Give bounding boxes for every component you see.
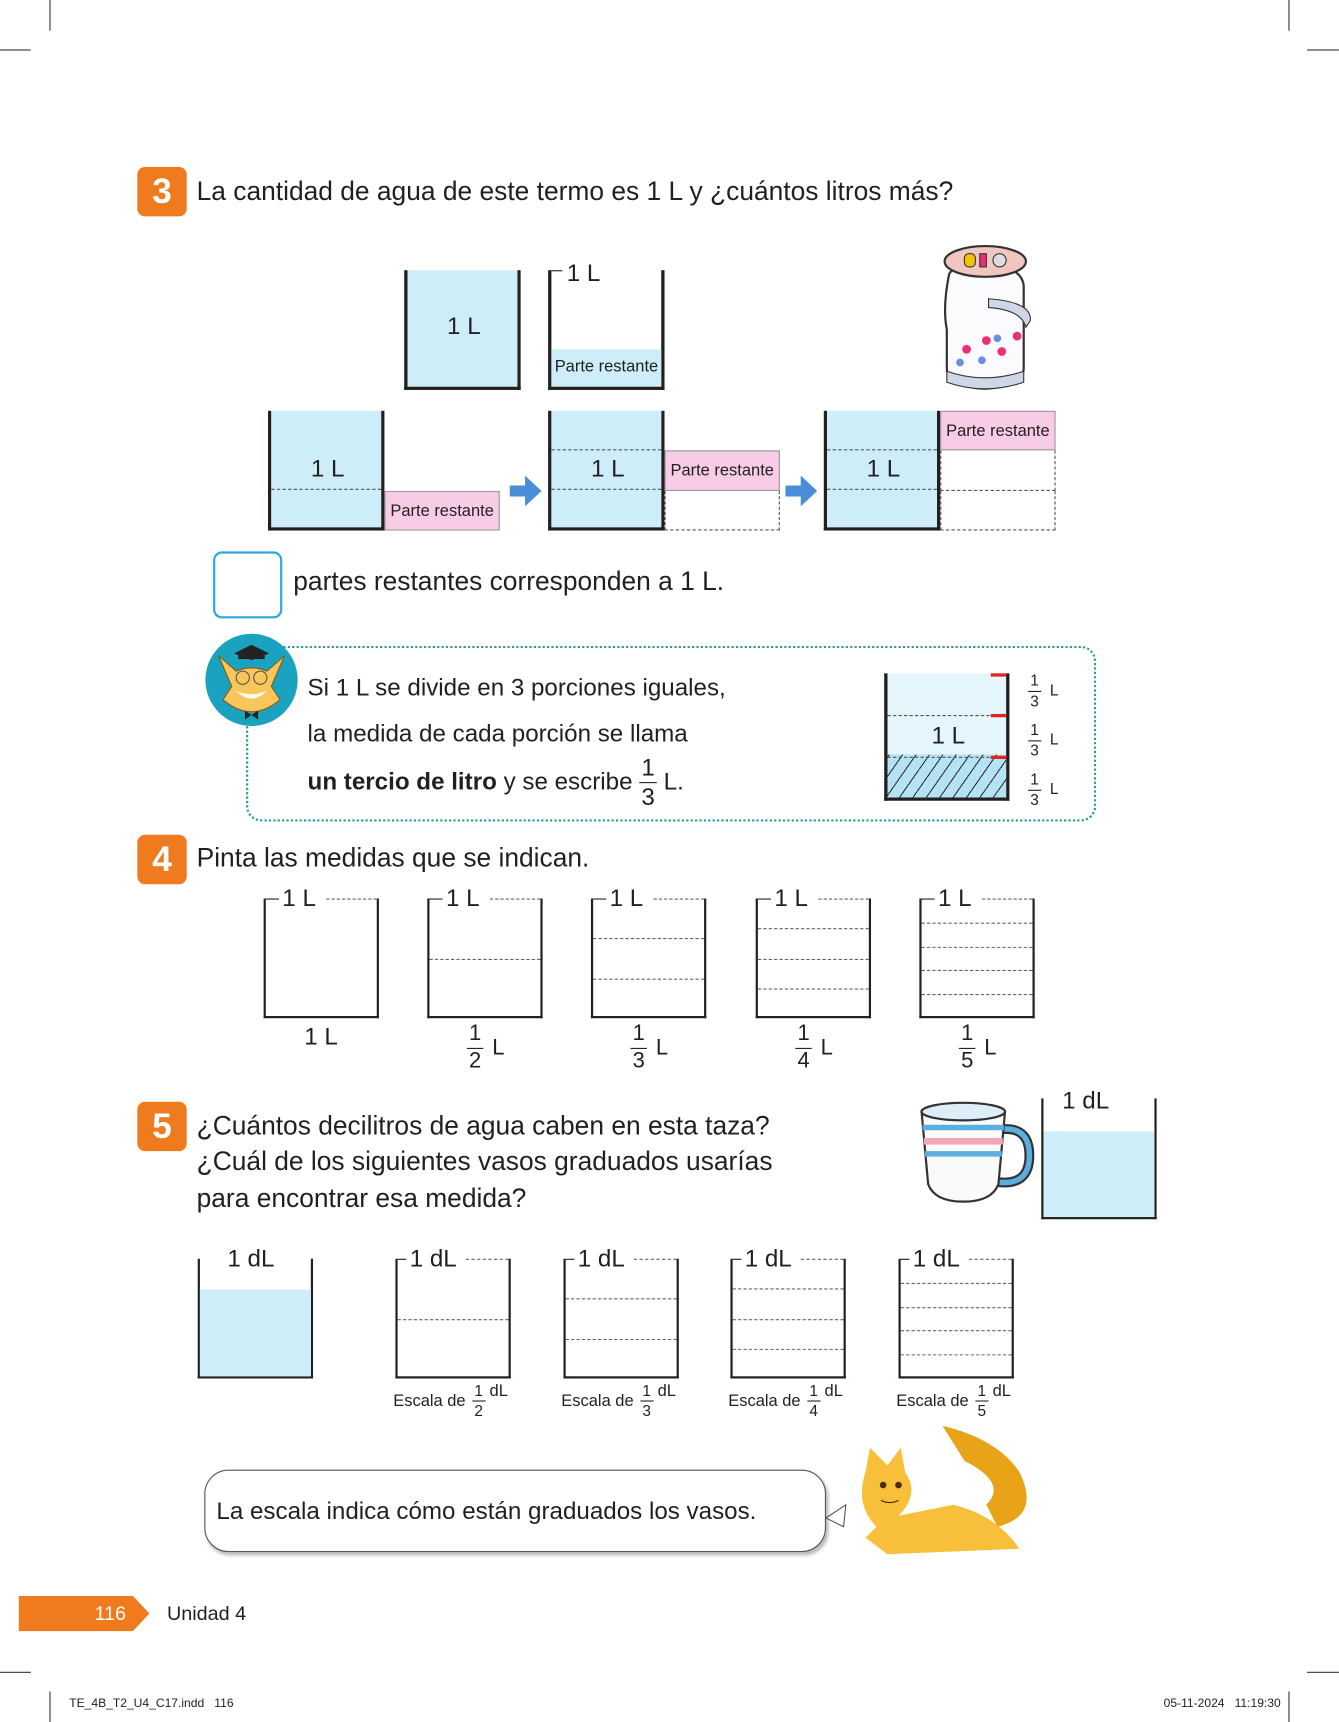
fraction-denominator: 5 bbox=[961, 1048, 974, 1074]
fraction bbox=[640, 1382, 653, 1420]
fraction-denominator: 2 bbox=[469, 1048, 482, 1074]
page-number-tab bbox=[19, 1596, 151, 1632]
unit: dL bbox=[657, 1381, 676, 1401]
unit: L bbox=[820, 1035, 833, 1060]
measure-label: 1 L bbox=[304, 1022, 338, 1051]
fraction-numerator: 1 bbox=[959, 1022, 976, 1049]
fraction bbox=[630, 1022, 647, 1075]
question-number-badge: 4 bbox=[137, 835, 186, 884]
top-tick bbox=[758, 898, 771, 899]
third-labels bbox=[1028, 666, 1058, 814]
container-label: 1 L bbox=[447, 311, 481, 340]
unit: L bbox=[984, 1035, 997, 1060]
container-top-label: 1 L bbox=[606, 885, 646, 911]
top-tick bbox=[429, 898, 442, 899]
water-fill bbox=[200, 1290, 311, 1377]
division-line bbox=[566, 1339, 677, 1340]
unit: dL bbox=[992, 1381, 1011, 1401]
container-step-3 bbox=[824, 411, 940, 531]
measuring-container bbox=[756, 884, 871, 1018]
unit: dL bbox=[824, 1381, 843, 1401]
top-tick bbox=[593, 898, 606, 899]
top-dash bbox=[801, 1259, 844, 1260]
container-label: 1 L bbox=[310, 454, 345, 483]
container-top-label: 1 dL bbox=[224, 1246, 278, 1272]
top-dash bbox=[466, 1259, 509, 1260]
fraction-denominator: 3 bbox=[632, 1048, 645, 1074]
graduated-cylinder bbox=[198, 1244, 313, 1379]
measuring-container bbox=[264, 884, 379, 1018]
division-line bbox=[758, 988, 869, 989]
fox-illustration bbox=[822, 1417, 1042, 1560]
fraction-denominator: 4 bbox=[809, 1401, 818, 1420]
fraction-denominator: 3 bbox=[1030, 790, 1039, 808]
remaining-label: Parte restante bbox=[554, 356, 659, 376]
question-line-3: para encontrar esa medida? bbox=[196, 1184, 527, 1214]
fraction bbox=[472, 1382, 485, 1420]
fraction-numerator: 1 bbox=[1028, 672, 1041, 692]
fraction-numerator: 1 bbox=[1028, 721, 1041, 741]
unit: L bbox=[1049, 681, 1059, 700]
thirds-diagram bbox=[884, 673, 1009, 800]
question-number-badge: 3 bbox=[137, 167, 186, 216]
graduated-cylinder bbox=[563, 1244, 678, 1379]
division-line bbox=[593, 938, 704, 939]
empty-part bbox=[940, 491, 1055, 531]
info-line-2: la medida de cada porción se llama bbox=[307, 719, 688, 747]
top-tick bbox=[266, 898, 279, 899]
fraction-label bbox=[795, 1022, 833, 1075]
division-line bbox=[758, 958, 869, 959]
crop-mark bbox=[1307, 49, 1339, 50]
top-dash bbox=[490, 898, 541, 899]
division-line bbox=[922, 946, 1033, 947]
division-line bbox=[733, 1319, 844, 1320]
reference-container-1dl bbox=[1041, 1086, 1156, 1219]
container-top-label: 1 dL bbox=[406, 1246, 460, 1272]
division-line bbox=[398, 1319, 509, 1320]
cup-illustration bbox=[915, 1098, 1036, 1206]
unit: L bbox=[1049, 730, 1059, 749]
scale-label bbox=[561, 1382, 676, 1420]
scale-label bbox=[393, 1382, 508, 1420]
question-text: Pinta las medidas que se indican. bbox=[196, 843, 590, 874]
fraction-numerator: 1 bbox=[1028, 770, 1041, 790]
container-top-label: 1 dL bbox=[909, 1246, 963, 1272]
fraction-denominator: 3 bbox=[1030, 740, 1039, 759]
info-line-1: Si 1 L se divide en 3 porciones iguales, bbox=[307, 673, 726, 701]
division-line bbox=[733, 1289, 844, 1290]
division-line bbox=[901, 1307, 1012, 1308]
unit: L bbox=[492, 1035, 505, 1060]
fraction-denominator: 4 bbox=[797, 1048, 810, 1074]
container-top-label: 1 L bbox=[443, 885, 483, 911]
division-line bbox=[922, 970, 1033, 971]
top-tick bbox=[922, 898, 935, 899]
division-line bbox=[901, 1331, 1012, 1332]
fraction-label bbox=[959, 1022, 997, 1075]
speech-bubble bbox=[204, 1470, 826, 1552]
thermos-illustration bbox=[934, 242, 1038, 396]
container-label: 1 dL bbox=[1059, 1087, 1113, 1113]
division-line bbox=[429, 958, 540, 959]
empty-part bbox=[665, 491, 780, 531]
arrow-right-icon bbox=[510, 476, 543, 507]
fraction-numerator: 1 bbox=[640, 1382, 653, 1402]
container-label: 1 L bbox=[590, 454, 625, 483]
question-text: La cantidad de agua de este termo es 1 L y ¿cuántos litros más? bbox=[196, 176, 954, 207]
unit: L bbox=[1049, 780, 1059, 798]
division-line bbox=[733, 1349, 844, 1350]
container-step-2 bbox=[548, 411, 664, 531]
remaining-part: Parte restante bbox=[665, 450, 780, 491]
top-dash bbox=[654, 898, 705, 899]
diagram-label: 1 L bbox=[931, 721, 966, 750]
info-text: y se escribe bbox=[496, 767, 640, 796]
measuring-container bbox=[919, 884, 1034, 1018]
unit: dL bbox=[489, 1381, 508, 1401]
container-full bbox=[404, 270, 520, 390]
fraction bbox=[467, 1022, 484, 1075]
fraction-numerator: 1 bbox=[472, 1382, 485, 1402]
division-line bbox=[922, 994, 1033, 995]
fraction-label bbox=[467, 1022, 505, 1075]
crop-mark bbox=[0, 1672, 31, 1673]
top-dash bbox=[326, 898, 377, 899]
fraction-label bbox=[630, 1022, 668, 1075]
page-number: 116 bbox=[94, 1602, 126, 1625]
measuring-container bbox=[427, 884, 542, 1018]
remaining-part: Parte restante bbox=[940, 411, 1055, 451]
scale-prefix: Escala de bbox=[728, 1391, 801, 1410]
top-dash bbox=[634, 1259, 677, 1260]
container-label: 1 L bbox=[866, 454, 901, 483]
division-line bbox=[566, 1299, 677, 1300]
crop-mark bbox=[0, 49, 31, 50]
measuring-container bbox=[591, 884, 706, 1018]
scale-prefix: Escala de bbox=[896, 1391, 969, 1410]
fraction-numerator: 1 bbox=[467, 1022, 484, 1049]
slug-filename: TE_4B_T2_U4_C17.indd 116 bbox=[69, 1697, 234, 1711]
container-top-label: 1 L bbox=[771, 885, 811, 911]
fraction-denominator: 3 bbox=[642, 1401, 651, 1420]
container-remaining bbox=[548, 259, 664, 390]
empty-part bbox=[940, 450, 1055, 491]
division-line bbox=[901, 1283, 1012, 1284]
top-dash bbox=[969, 1259, 1012, 1260]
answer-sentence: partes restantes corresponden a 1 L. bbox=[293, 566, 725, 597]
arrow-right-icon bbox=[785, 476, 818, 507]
crop-mark bbox=[1288, 1692, 1289, 1722]
answer-input-box[interactable] bbox=[213, 551, 282, 618]
unit-label: Unidad 4 bbox=[166, 1602, 247, 1625]
crop-mark bbox=[1307, 1672, 1339, 1673]
top-dash bbox=[982, 898, 1033, 899]
term-bold: un tercio de litro bbox=[307, 767, 497, 796]
container-top-label: 1 L bbox=[935, 885, 975, 911]
crop-mark bbox=[1288, 0, 1289, 31]
division-line bbox=[758, 928, 869, 929]
fraction-numerator: 1 bbox=[975, 1382, 988, 1402]
fraction bbox=[975, 1382, 988, 1420]
unit: L. bbox=[663, 767, 684, 796]
fraction bbox=[795, 1022, 812, 1075]
top-dash bbox=[818, 898, 869, 899]
fraction-denominator: 3 bbox=[641, 783, 655, 811]
unit: L bbox=[655, 1035, 669, 1060]
question-line-2: ¿Cuál de los siguientes vasos graduados usarías bbox=[196, 1146, 773, 1177]
scale-label bbox=[896, 1382, 1011, 1420]
container-top-label: 1 L bbox=[279, 885, 319, 911]
scale-prefix: Escala de bbox=[561, 1391, 634, 1410]
graduated-cylinder bbox=[395, 1244, 510, 1379]
question-line-1: ¿Cuántos decilitros de agua caben en esta taza? bbox=[196, 1111, 770, 1142]
graduated-cylinder bbox=[898, 1244, 1013, 1379]
container-step-1 bbox=[268, 411, 384, 531]
division-line bbox=[593, 978, 704, 979]
fraction-denominator: 2 bbox=[474, 1401, 483, 1420]
crop-mark bbox=[49, 0, 50, 31]
question-number-badge: 5 bbox=[137, 1102, 186, 1151]
fraction-denominator: 5 bbox=[977, 1401, 987, 1420]
teacher-fox-avatar bbox=[203, 632, 300, 729]
division-line bbox=[922, 922, 1033, 923]
crop-mark bbox=[49, 1692, 50, 1722]
info-line-3 bbox=[308, 754, 684, 811]
slug-timestamp: 05-11-2024 11:19:30 bbox=[1163, 1697, 1281, 1711]
fraction bbox=[959, 1022, 976, 1075]
fraction bbox=[807, 1382, 820, 1420]
fraction-numerator: 1 bbox=[630, 1022, 647, 1049]
fraction-numerator: 1 bbox=[795, 1022, 812, 1049]
scale-prefix: Escala de bbox=[393, 1391, 466, 1410]
remaining-part: Parte restante bbox=[384, 491, 499, 531]
bubble-text: La escala indica cómo están graduados los vasos. bbox=[216, 1497, 757, 1525]
scale-label bbox=[728, 1382, 843, 1420]
graduated-cylinder bbox=[730, 1244, 845, 1379]
fraction-numerator: 1 bbox=[639, 753, 657, 783]
container-top-label: 1 dL bbox=[574, 1246, 628, 1272]
fraction-numerator: 1 bbox=[807, 1382, 820, 1402]
fraction-denominator: 3 bbox=[1030, 691, 1039, 710]
container-top-label: 1 dL bbox=[741, 1246, 795, 1272]
division-line bbox=[901, 1355, 1012, 1356]
container-label: 1 L bbox=[566, 259, 601, 287]
